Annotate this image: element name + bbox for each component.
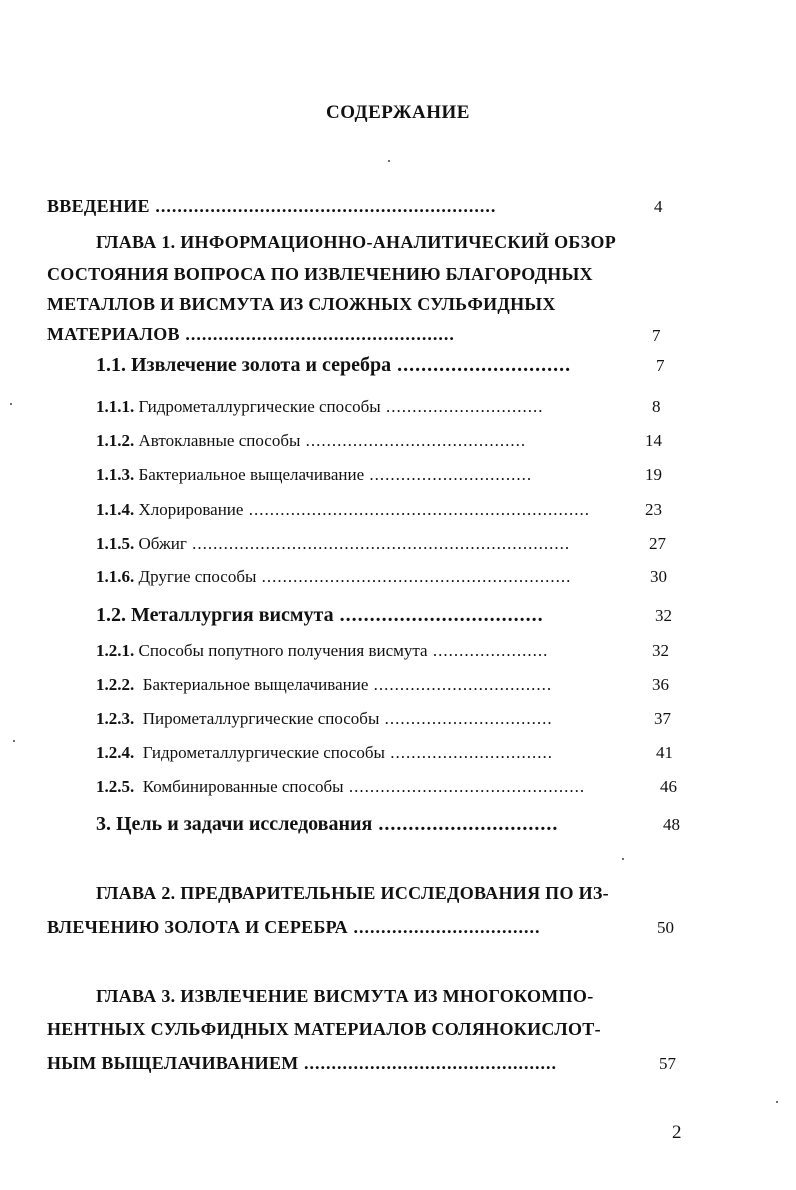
toc-entry-section-1-2[interactable] [96, 604, 544, 627]
chapter3-line2: НЕНТНЫХ СУЛЬФИДНЫХ МАТЕРИАЛОВ СОЛЯНОКИСЛОТ- [47, 1019, 601, 1039]
leader-dots: ...................... [427, 641, 549, 660]
toc-entry-label: Автоклавные способы [138, 431, 301, 450]
toc-entry-number: 1.2.4. [96, 743, 135, 762]
leader-dots: .................................. [333, 604, 544, 626]
footer-page-number: 2 [672, 1122, 682, 1143]
toc-page-number: 32 [655, 606, 672, 625]
toc-page-number: 8 [652, 397, 661, 416]
leader-dots: ............................. [391, 354, 572, 376]
toc-entry-chapter2[interactable] [47, 917, 540, 938]
toc-entry-label: Хлорирование [138, 500, 244, 519]
leader-dots: ................................................. [179, 324, 455, 344]
toc-entry-1-2-3[interactable] [96, 709, 553, 729]
toc-entry-1-1-1[interactable] [96, 397, 543, 417]
toc-entry-label: Гидрометаллургические способы [138, 397, 381, 416]
scan-speck [776, 1101, 778, 1103]
toc-entry-number: 1.2.1. [96, 641, 135, 660]
toc-entry-number: 1.1.6. [96, 567, 135, 586]
toc-entry-1-1-4[interactable] [96, 500, 590, 520]
scan-speck [388, 160, 390, 162]
leader-dots: ............................... [384, 743, 553, 762]
toc-page-number: 50 [657, 918, 674, 937]
toc-page-number: 46 [660, 777, 677, 796]
page-title: СОДЕРЖАНИЕ [326, 102, 470, 123]
toc-entry-number: 1.1.3. [96, 465, 135, 484]
toc-entry-introduction[interactable] [47, 196, 496, 217]
toc-entry-number: 1.1.1. [96, 397, 135, 416]
leader-dots: ........................................................................ [186, 534, 571, 553]
chapter1-line2: СОСТОЯНИЯ ВОПРОСА ПО ИЗВЛЕЧЕНИЮ БЛАГОРОДНЫХ [47, 264, 593, 284]
toc-entry-1-1-6[interactable] [96, 567, 571, 587]
toc-page-number: 19 [645, 465, 662, 484]
toc-entry-label: ВВЕДЕНИЕ [47, 196, 150, 216]
leader-dots: ............................... [364, 465, 533, 484]
leader-dots: .............................................................. [149, 196, 497, 216]
toc-page-number: 14 [645, 431, 662, 450]
toc-page-number: 7 [652, 326, 661, 345]
toc-page-number: 37 [654, 709, 671, 728]
toc-entry-label: Способы попутного получения висмута [138, 641, 428, 660]
toc-entry-goals[interactable] [96, 813, 558, 836]
toc-entry-1-2-1[interactable] [96, 641, 548, 661]
toc-entry-label: 1.2. Металлургия висмута [96, 604, 334, 626]
leader-dots: ................................................................. [243, 500, 590, 519]
toc-page-number: 57 [659, 1054, 676, 1073]
toc-entry-chapter1[interactable] [47, 324, 455, 345]
toc-page-number: 23 [645, 500, 662, 519]
chapter2-line1: ГЛАВА 2. ПРЕДВАРИТЕЛЬНЫЕ ИССЛЕДОВАНИЯ ПО ИЗ- [96, 883, 609, 903]
toc-page-number: 32 [652, 641, 669, 660]
toc-page-number: 7 [656, 356, 665, 375]
toc-page-number: 30 [650, 567, 667, 586]
toc-entry-number: 1.1.4. [96, 500, 135, 519]
toc-entry-1-1-5[interactable] [96, 534, 570, 554]
toc-entry-1-1-2[interactable] [96, 431, 526, 451]
leader-dots: ............................................. [343, 777, 586, 796]
toc-page-number: 36 [652, 675, 669, 694]
leader-dots: .......................................... [300, 431, 527, 450]
toc-entry-number: 1.1.5. [96, 534, 135, 553]
leader-dots: .................................. [368, 675, 553, 694]
chapter1-line1: ГЛАВА 1. ИНФОРМАЦИОННО-АНАЛИТИЧЕСКИЙ ОБЗОР [96, 232, 617, 252]
toc-page-number: 27 [649, 534, 666, 553]
scan-speck [10, 403, 12, 405]
toc-entry-1-2-2[interactable] [96, 675, 552, 695]
toc-entry-number: 1.2.2. [96, 675, 135, 694]
leader-dots: ........................................................... [256, 567, 572, 586]
toc-entry-1-2-5[interactable] [96, 777, 585, 797]
toc-entry-label: Гидрометаллургические способы [142, 743, 385, 762]
scan-speck [13, 740, 15, 742]
toc-entry-label: НЫМ ВЫЩЕЛАЧИВАНИЕМ [47, 1053, 299, 1073]
chapter1-line3: МЕТАЛЛОВ И ВИСМУТА ИЗ СЛОЖНЫХ СУЛЬФИДНЫХ [47, 294, 556, 314]
toc-page-number: 4 [654, 197, 663, 216]
toc-page-number: 41 [656, 743, 673, 762]
toc-entry-label: МАТЕРИАЛОВ [47, 324, 180, 344]
leader-dots: .................................. [347, 917, 541, 937]
leader-dots: .............................. [380, 397, 544, 416]
toc-entry-number: 1.2.3. [96, 709, 135, 728]
toc-entry-number: 1.1.2. [96, 431, 135, 450]
toc-entry-label: Пирометаллургические способы [142, 709, 380, 728]
toc-entry-section-1-1[interactable] [96, 354, 571, 377]
toc-entry-label: 3. Цель и задачи исследования [96, 813, 373, 835]
toc-entry-label: Комбинированные способы [142, 777, 344, 796]
toc-entry-1-2-4[interactable] [96, 743, 553, 763]
toc-entry-label: Бактериальное выщелачивание [138, 465, 365, 484]
toc-entry-label: Другие способы [138, 567, 257, 586]
toc-entry-number: 1.2.5. [96, 777, 135, 796]
leader-dots: .............................................. [298, 1053, 558, 1073]
toc-entry-1-1-3[interactable] [96, 465, 532, 485]
scan-speck [622, 858, 624, 860]
toc-entry-label: 1.1. Извлечение золота и серебра [96, 354, 392, 376]
chapter3-line1: ГЛАВА 3. ИЗВЛЕЧЕНИЕ ВИСМУТА ИЗ МНОГОКОМПО- [96, 986, 594, 1006]
toc-entry-label: ВЛЕЧЕНИЮ ЗОЛОТА И СЕРЕБРА [47, 917, 348, 937]
toc-entry-label: Обжиг [138, 534, 187, 553]
toc-page-number: 48 [663, 815, 680, 834]
toc-entry-label: Бактериальное выщелачивание [142, 675, 369, 694]
leader-dots: .............................. [372, 813, 559, 835]
leader-dots: ................................ [379, 709, 553, 728]
toc-entry-chapter3[interactable] [47, 1053, 557, 1074]
